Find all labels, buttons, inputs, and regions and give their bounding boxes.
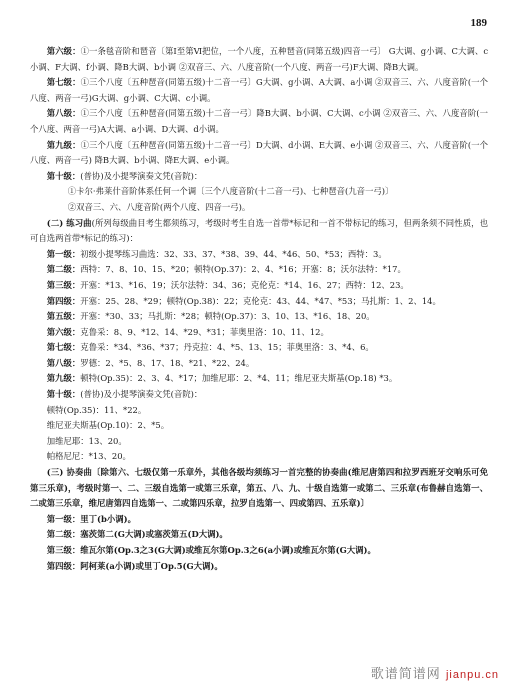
- level-text: 初级小提琴练习曲选：32、33、37、*38、39、44、*46、50、*53；西特：3。: [80, 248, 387, 259]
- level-label: 第一级：: [46, 248, 81, 259]
- scale-levels-6-9: [30, 44, 488, 169]
- watermark-text: 歌谱简谱网: [370, 667, 441, 682]
- etude-level: [30, 247, 488, 263]
- watermark: [371, 663, 499, 682]
- concerto-level: [30, 559, 488, 575]
- level-text: 克鲁采：*34、*36、*37；丹克拉：4、*5、13、15；菲奥里洛：3、*4、6。: [80, 342, 374, 353]
- concerto-level: [30, 512, 488, 528]
- section-heading-etudes: [30, 216, 488, 247]
- level-label: 第八级：: [46, 108, 81, 119]
- document-body: [30, 44, 488, 574]
- level-text: ①三个八度〔五种琶音(同第五级)十二音一弓〕降B大调、b小调、C大调、c小调 ②双音三、六、八度音阶(一个八度、两音一弓)A大调、a小调、D大调、d小调。: [30, 108, 489, 134]
- level-text: (普协)及小提琴演奏文凭(音院)：: [80, 389, 203, 400]
- level-text: ①三个八度〔五种琶音(同第五级)十二音一弓〕G大调、g小调、A大调、a小调 ②双音三、六、八度音阶(一个八度、两音一弓)G大调、g小调、C大调、c小调。: [30, 77, 488, 103]
- level-10-item: ①卡尔·弗莱什音阶体系任何一个调〔三个八度音阶(十二音一弓)、七种琶音(九音一弓)〕: [67, 186, 394, 197]
- etude-level-10-item: 帕格尼尼：*13、20。: [46, 451, 131, 462]
- level-label: 第二级：: [46, 529, 81, 540]
- section-intro: 〔除第六、七级仅第一乐章外，其他各级均须练习一首完整的协奏曲(维尼唐第四和拉罗西班牙交响乐可免第三乐章)，考级时第一、二、三级自选第一或第三乐章，第五、八、九、十级自选第一或第二、三乐章(布鲁赫自选第一、二或第三乐章，维尼唐第四自选第一、二或第四乐章，拉罗自选第一、四或第四、五乐章)〕: [30, 467, 488, 509]
- level-label: 第六级：: [46, 326, 81, 337]
- level-label: 第十级：: [46, 389, 81, 400]
- level-text: 开塞：25、28、*29；顿特(Op.38)：22；克伦克：43、44、*47、*53；马扎斯：1、2、14。: [80, 295, 441, 306]
- level-text: ①三个八度〔五种琶音(同第五级)十二音一弓〕D大调、d小调、E大调、e小调 ②双音三、六、八度音阶(一个八度、两音一弓) 降B大调、b小调、降E大调、e小调。: [30, 139, 489, 166]
- level-text: 开塞：*13、*16、19；沃尔法特：34、36；克伦克：*14、16、27；西特：12、23。: [80, 279, 409, 290]
- etude-level: [30, 340, 488, 356]
- level-10-heading: [30, 169, 488, 185]
- level-text: 里丁(b小调)。: [80, 513, 136, 524]
- level-text: 塞茨第二(G大调)或塞茨第五(D大调)。: [80, 529, 228, 540]
- level-text: 罗德：2、*5、8、17、18、*21、*22、24。: [80, 357, 255, 368]
- level-text: (普协)及小提琴演奏文凭(音院)：: [80, 170, 203, 181]
- level-label: 第二级：: [46, 264, 81, 275]
- level-label: 第六级：: [46, 46, 81, 56]
- watermark-url: jianpu.cn: [445, 669, 499, 681]
- etude-level: [30, 309, 488, 325]
- level-text: ①一条毯音阶和琶音〔第Ⅰ至第Ⅵ把位，一个八度，五种琶音(同第五级)四音一弓〕 G大调、g小调、C大调、c小调、F大调、f小调、降B大调、b小调 ②双音三、六、八度音阶(一个八度、两音一弓)F大调、降B大调。: [30, 46, 489, 72]
- level-label: 第九级：: [46, 139, 81, 150]
- level-text: 维瓦尔第(Op.3之3(G大调)或维瓦尔第Op.3之6(a小调)或维瓦尔第(G大调)。: [80, 545, 376, 555]
- section-intro: (所列每级曲目考生都须练习，考级时考生自选一首带*标记和一首不带标记的练习，但两条须不同性质，也可自选两首带*标记的练习)：: [30, 217, 488, 244]
- concerto-level: [30, 543, 488, 559]
- etude-level: [30, 294, 488, 310]
- etude-level-10: [30, 387, 488, 403]
- level-label: 第三级：: [46, 279, 81, 290]
- level-label: 第七级：: [46, 77, 81, 88]
- concerto-section: [30, 465, 488, 574]
- level-label: 第一级：: [46, 513, 81, 524]
- concerto-level: [30, 527, 488, 543]
- level-label: 第七级：: [46, 342, 81, 353]
- level-label: 第五级：: [46, 311, 81, 322]
- scale-level-10: [30, 169, 488, 216]
- section-title: (二) 练习曲: [46, 217, 92, 228]
- etude-level-10-item: 顿特(Op.35)：11、*22。: [46, 404, 147, 415]
- etude-level: [30, 278, 488, 294]
- section-heading-concerto: [30, 465, 488, 512]
- etude-level: [30, 262, 488, 278]
- level-8-paragraph: [30, 106, 488, 137]
- level-10-item: ②双音三、六、八度音阶(两个八度、四音一弓)。: [67, 201, 251, 212]
- etude-level-10-item: 维尼亚夫斯基(Op.10)：2、*5。: [46, 420, 170, 431]
- section-title: (三) 协奏曲: [46, 467, 93, 478]
- etude-level: [30, 371, 488, 387]
- level-text: 开塞：*30、33；马扎斯：*28；顿特(Op.37)：3、10、13、*16、18、20。: [80, 311, 375, 322]
- etude-level-10-item: 加维尼耶：13、20。: [46, 435, 127, 446]
- level-label: 第四级：: [46, 560, 81, 571]
- level-label: 第三级：: [46, 545, 81, 555]
- level-text: 西特：7、8、10、15、*20；顿特(Op.37)：2、4、*16；开塞：8；沃尔法特：*17。: [80, 264, 406, 275]
- level-text: 克鲁采：8、9、*12、14、*29、*31；菲奥里洛：10、11、12。: [80, 326, 329, 337]
- level-label: 第四级：: [46, 295, 81, 306]
- level-7-paragraph: [30, 75, 488, 106]
- level-label: 第八级：: [46, 357, 81, 368]
- etude-level: [30, 325, 488, 341]
- level-text: 顿特(Op.35)：2、3、4、*17；加维尼耶：2、*4、11；维尼亚夫斯基(Op.18) *3。: [80, 373, 398, 384]
- etude-level: [30, 356, 488, 372]
- level-9-paragraph: [30, 138, 488, 169]
- level-label: 第九级：: [46, 373, 81, 384]
- page-number: 189: [470, 17, 487, 29]
- level-6-paragraph: [30, 44, 488, 75]
- level-text: 阿柯莱(a小调)或里丁Op.5(G大调)。: [80, 560, 223, 571]
- level-label: 第十级：: [46, 170, 81, 181]
- etudes-section: [30, 216, 488, 466]
